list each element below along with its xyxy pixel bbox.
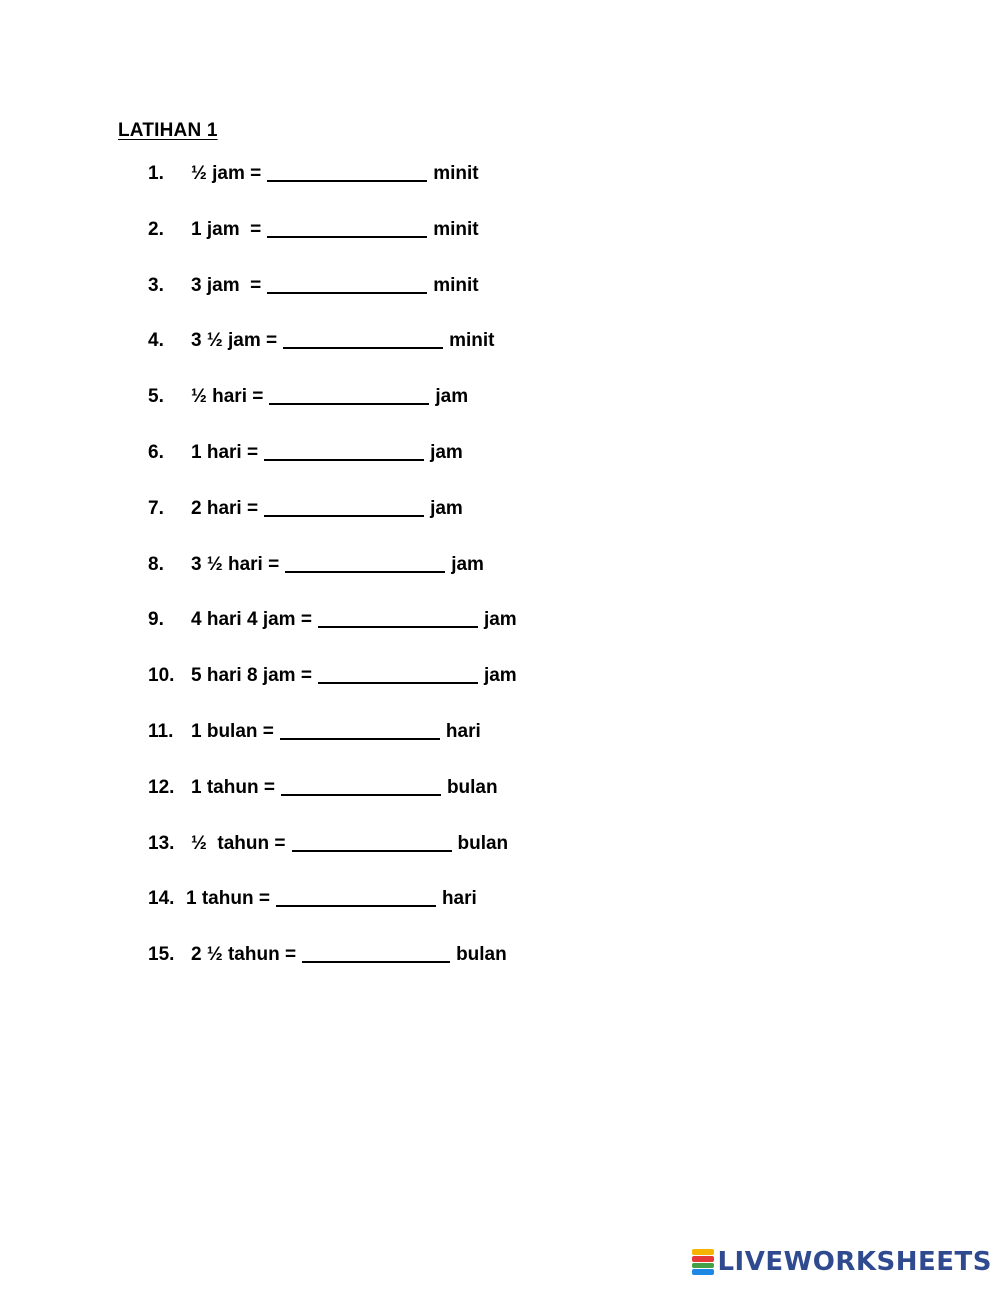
question-text: 1 hari = (191, 441, 259, 463)
question-unit: bulan (456, 944, 507, 966)
question-text: 1 tahun = (191, 776, 275, 798)
question-row (148, 497, 848, 553)
question-text: 2 ½ tahun = (191, 944, 297, 966)
question-number: 11. (148, 720, 174, 742)
question-unit: bulan (446, 776, 498, 798)
answer-blank[interactable] (302, 942, 450, 963)
question-unit: bulan (457, 832, 509, 854)
question-text: 2 hari = (191, 497, 259, 519)
question-number: 5. (148, 386, 164, 408)
question-number: 8. (148, 553, 164, 575)
question-number: 3. (148, 274, 164, 296)
question-number: 10. (148, 665, 175, 687)
question-text: ½ jam = (191, 163, 262, 184)
question-row (148, 776, 848, 832)
question-unit: minit (433, 218, 479, 240)
answer-blank[interactable] (281, 775, 441, 796)
question-unit: minit (449, 330, 495, 352)
answer-blank[interactable] (318, 607, 478, 628)
question-text: 1 bulan = (191, 720, 274, 742)
question-unit: jam (451, 553, 484, 575)
answer-blank[interactable] (292, 831, 452, 852)
question-unit: jam (430, 497, 463, 519)
question-unit: hari (445, 720, 481, 742)
question-unit: jam (483, 665, 517, 687)
question-number: 14. (148, 888, 175, 910)
answer-blank[interactable] (264, 440, 424, 461)
question-number: 4. (148, 330, 164, 352)
logo-block (692, 1263, 714, 1269)
question-number: 15. (148, 944, 175, 966)
question-row (148, 329, 848, 385)
question-row (148, 162, 848, 218)
question-text: 1 tahun = (186, 888, 270, 910)
answer-blank[interactable] (280, 719, 440, 740)
answer-blank[interactable] (283, 328, 443, 349)
question-number: 7. (148, 497, 164, 519)
question-row (148, 832, 848, 888)
question-row (148, 218, 848, 274)
answer-blank[interactable] (264, 496, 424, 517)
answer-blank[interactable] (285, 552, 445, 573)
question-unit: hari (441, 888, 477, 910)
logo-block (692, 1249, 714, 1255)
question-unit: minit (433, 163, 479, 184)
answer-blank[interactable] (267, 273, 427, 294)
question-text: 3 ½ hari = (191, 553, 280, 575)
answer-blank[interactable] (318, 663, 478, 684)
question-row (148, 720, 848, 776)
question-row (148, 887, 848, 943)
question-row (148, 274, 848, 330)
question-row (148, 441, 848, 497)
question-number: 1. (148, 163, 164, 184)
answer-blank[interactable] (267, 161, 427, 182)
question-row (148, 385, 848, 441)
logo-block (692, 1269, 714, 1275)
answer-blank[interactable] (269, 384, 429, 405)
liveworksheets-brand (692, 1247, 992, 1277)
question-number: 2. (148, 218, 164, 240)
question-row (148, 553, 848, 609)
question-list (148, 162, 848, 999)
question-row (148, 664, 848, 720)
question-number: 9. (148, 609, 164, 631)
worksheet-title: LATIHAN 1 (118, 120, 218, 141)
question-text: 1 jam = (191, 218, 262, 240)
question-row (148, 608, 848, 664)
question-text: 3 ½ jam = (191, 330, 278, 352)
question-number: 12. (148, 776, 175, 798)
question-row (148, 943, 848, 999)
question-unit: jam (483, 609, 517, 631)
question-text: 4 hari 4 jam = (191, 609, 312, 631)
question-text: 5 hari 8 jam = (191, 665, 312, 687)
answer-blank[interactable] (276, 886, 436, 907)
liveworksheets-logo-icon (692, 1249, 714, 1275)
brand-name: LIVEWORKSHEETS (717, 1247, 992, 1277)
question-unit: minit (433, 274, 479, 296)
question-unit: jam (430, 441, 463, 463)
question-text: 3 jam = (191, 274, 262, 296)
answer-blank[interactable] (267, 217, 427, 238)
logo-block (692, 1256, 714, 1262)
question-unit: jam (435, 386, 469, 408)
question-text: ½ hari = (191, 386, 264, 408)
question-number: 6. (148, 441, 164, 463)
question-number: 13. (148, 832, 175, 854)
question-text: ½ tahun = (191, 832, 286, 854)
